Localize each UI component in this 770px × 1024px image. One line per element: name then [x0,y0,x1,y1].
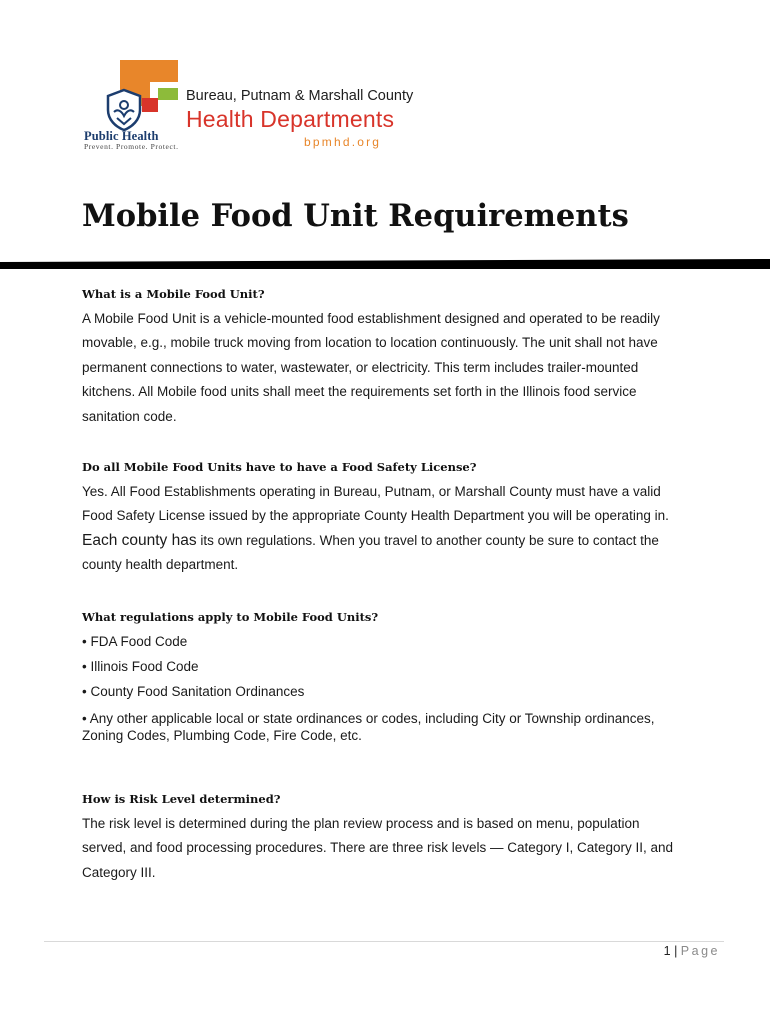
health-department-logo [82,58,414,154]
logo-url: bpmhd.org [304,135,382,149]
logo-county-line: Bureau, Putnam & Marshall County [186,88,414,104]
body-line: The risk level is determined during the plan review process and is based on menu, population [82,816,640,831]
section-heading-license: Do all Mobile Food Units have to have a Food Safety License? [82,460,477,474]
body-line-emphasis: Each county has [82,531,197,549]
footer-divider [44,941,724,942]
logo-tagline: Prevent. Promote. Protect. [84,142,179,151]
title-divider [0,259,770,269]
list-item: • FDA Food Code [82,634,188,649]
section-body-license [82,480,702,578]
list-item-line: Zoning Codes, Plumbing Code, Fire Code, etc. [82,728,362,743]
body-line [82,529,702,553]
body-line: sanitation code. [82,408,177,424]
public-health-shield-icon [104,88,144,132]
section-heading-regulations: What regulations apply to Mobile Food Units? [82,610,379,624]
page-separator: | [670,944,681,958]
section-body-risk-level [82,812,702,885]
list-item [82,710,702,744]
logo-orange-block-top [120,60,178,82]
body-line: Category III. [82,864,156,880]
body-line: A Mobile Food Unit is a vehicle-mounted food establishment designed and operated to be readily [82,311,660,326]
section-body-what-is [82,307,702,429]
body-line: permanent connections to water, wastewater, or electricity. This term includes trailer-mounted [82,359,639,375]
body-line: Food Safety License issued by the appropriate County Health Department you will be operating in. [82,508,669,524]
page-title: Mobile Food Unit Requirements [82,198,629,234]
body-line: kitchens. All Mobile food units shall meet the requirements set forth in the Illinois food service [82,384,637,400]
list-item: • County Food Sanitation Ordinances [82,684,305,699]
logo-public-health-text: Public Health [84,129,159,143]
list-item-line: • Any other applicable local or state ordinances or codes, including City or Township ordinances, [82,711,655,726]
logo-red-block [142,98,158,112]
body-line: served, and food processing procedures. There are three risk levels — Category I, Category II, and [82,840,674,856]
body-line: movable, e.g., mobile truck moving from location to location continuously. The unit shall not have [82,335,658,351]
section-heading-risk-level: How is Risk Level determined? [82,792,281,806]
logo-green-block [158,88,178,100]
body-line: county health department. [82,557,239,573]
page-number [664,944,720,958]
page-number-value: 1 [663,944,671,958]
body-line: Yes. All Food Establishments operating in Bureau, Putnam, or Marshall County must have a valid [82,484,661,499]
body-line-rest: its own regulations. When you travel to another county be sure to contact the [196,532,659,548]
section-heading-what-is: What is a Mobile Food Unit? [82,287,265,301]
page-label: Page [680,944,720,958]
list-item: • Illinois Food Code [82,659,199,674]
logo-departments-text: Health Departments [186,106,395,132]
